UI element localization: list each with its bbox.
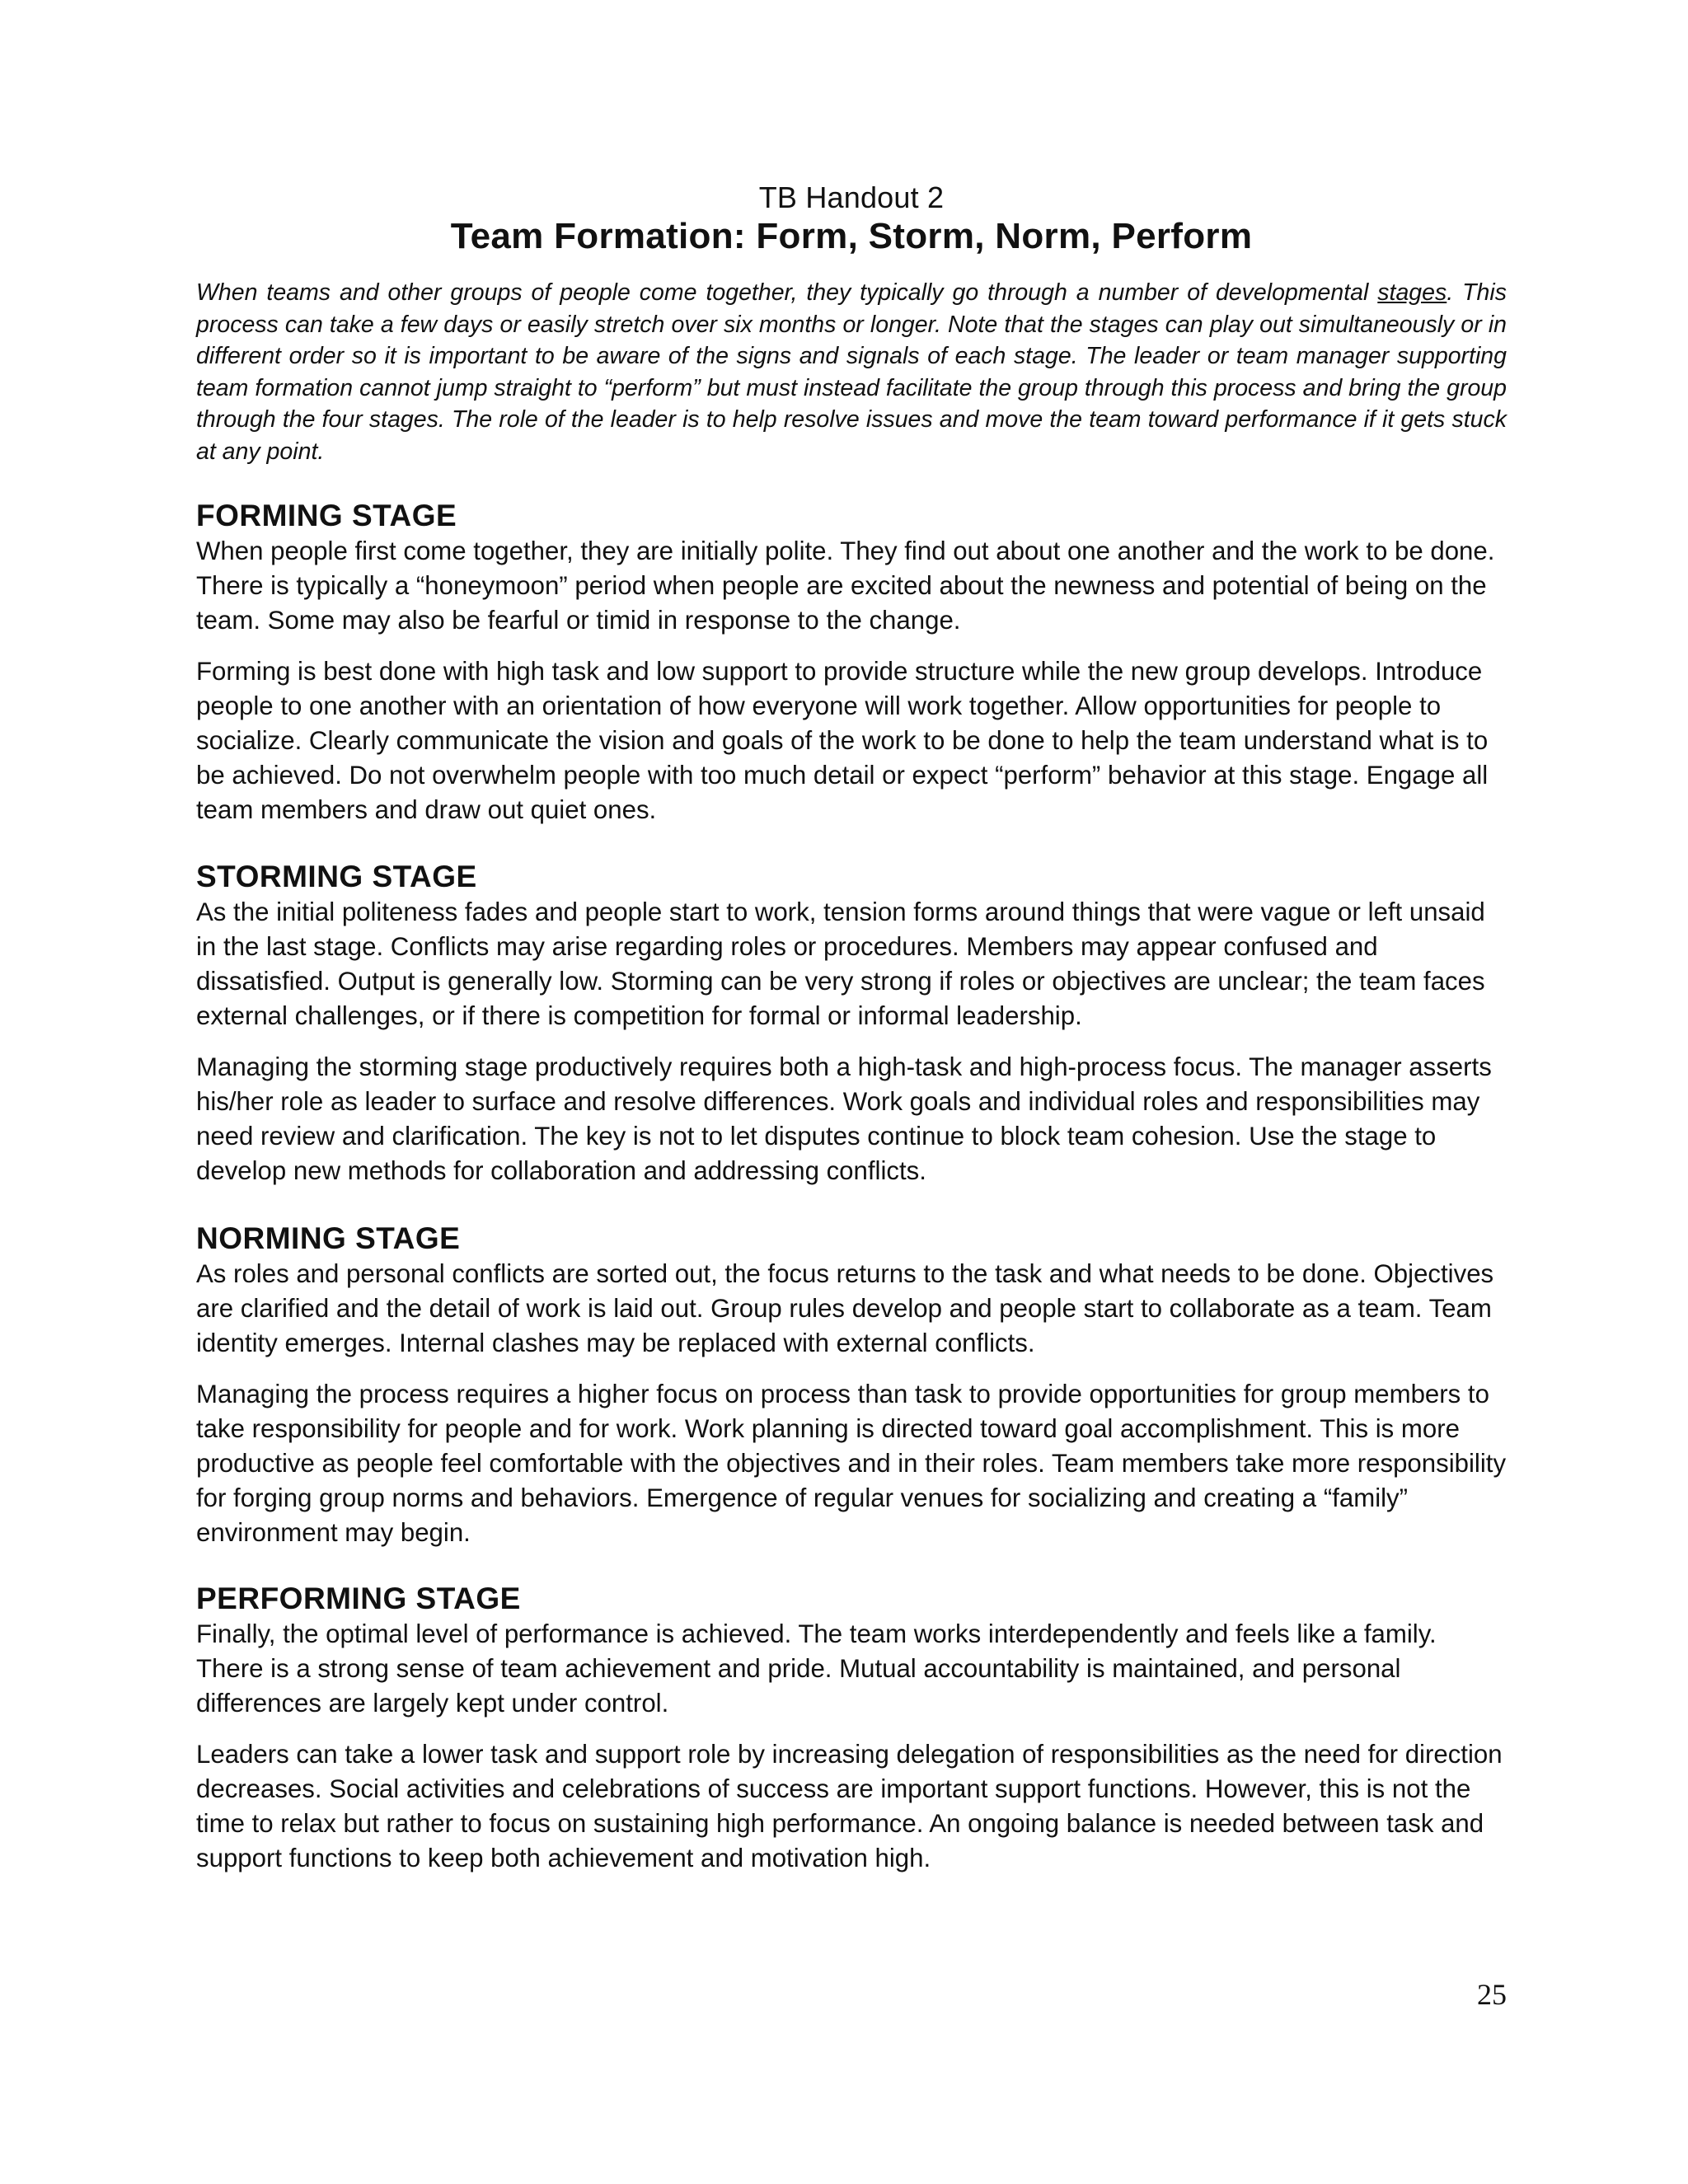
intro-underlined-stages: stages <box>1377 279 1447 306</box>
section-heading: FORMING STAGE <box>196 499 457 532</box>
section-paragraph: When people first come together, they are initially polite. They find out about one another and the work to be done. There is typically a “honeymoon” period when people are excited about the newness and potential of being on the team. Some may also be fearful or timid in response to the change. <box>196 537 1495 635</box>
section-paragraph: As roles and personal conflicts are sorted out, the focus returns to the task and what needs to be done. Objectives are clarified and the detail of work is laid out. Group rules develop and people start to collaborate as a team. Team identity emerges. Internal clashes may be replaced with external conflicts. <box>196 1259 1494 1357</box>
section-paragraph: Managing the storming stage productively requires both a high-task and high-process focus. The manager asserts his/her role as leader to surface and resolve differences. Work goals and individual roles and responsibilities may need review and clarification. The key is not to let disputes continue to block team cohesion. Use the stage to develop new methods for collaboration and addressing conflicts. <box>196 1052 1492 1185</box>
section-heading: STORMING STAGE <box>196 860 477 893</box>
section-paragraph: Forming is best done with high task and low support to provide structure while the new group develops. Introduce people to one another with an orientation of how everyone will work together. Allow opportunities for people to socialize. Clearly communicate the vision and goals of the work to be done to help the team understand what is to be achieved. Do not overwhelm people with too much detail or expect “perform” behavior at this stage. Engage all team members and draw out quiet ones. <box>196 657 1489 824</box>
handout-title: Team Formation: Form, Storm, Norm, Perform <box>450 216 1253 256</box>
intro-text-start: When teams and other groups of people come together, they typically go through a number of developmental <box>196 279 1378 306</box>
section-forming <box>196 498 1507 827</box>
page-number: 25 <box>1477 1978 1507 2011</box>
section-paragraph: Managing the process requires a higher focus on process than task to provide opportunities for group members to take responsibility for people and for work. Work planning is directed toward goal accomplishment. This is more productive as people feel comfortable with the objectives and in their roles. Team members take more responsibility for forging group norms and behaviors. Emergence of regular venues for socializing and creating a “family” environment may begin. <box>196 1380 1507 1547</box>
section-storming <box>196 859 1507 1188</box>
section-norming <box>196 1221 1507 1550</box>
section-paragraph: Finally, the optimal level of performance is achieved. The team works interdependently and feels like a family. There is a strong sense of team achievement and pride. Mutual accountability is maintained, and personal differences are largely kept under control. <box>196 1619 1437 1718</box>
section-heading: PERFORMING STAGE <box>196 1582 521 1615</box>
intro-paragraph <box>196 277 1507 467</box>
section-paragraph: Leaders can take a lower task and support role by increasing delegation of responsibilities as the need for direction decreases. Social activities and celebrations of success are important support functions. However, this is not the time to relax but rather to focus on sustaining high performance. An ongoing balance is needed between task and support functions to keep both achievement and motivation high. <box>196 1740 1503 1872</box>
section-heading: NORMING STAGE <box>196 1221 461 1255</box>
intro-text-end: . This process can take a few days or easily stretch over six months or longer. Note that the stages can play out simultaneously or in different order so it is important to be aware of the signs and signals of each stage. The leader or team manager supporting team formation cannot jump straight to “perform” but must instead facilitate the group through this process and bring the group through the four stages. The role of the leader is to help resolve issues and move the team toward performance if it gets stuck at any point. <box>196 279 1507 465</box>
section-performing <box>196 1581 1507 1876</box>
handout-label: TB Handout 2 <box>758 180 945 214</box>
section-paragraph: As the initial politeness fades and people start to work, tension forms around things that were vague or left unsaid in the last stage. Conflicts may arise regarding roles or procedures. Members may appear confused and dissatisfied. Output is generally low. Storming can be very strong if roles or objectives are unclear; the team faces external challenges, or if there is competition for formal or informal leadership. <box>196 898 1485 1030</box>
